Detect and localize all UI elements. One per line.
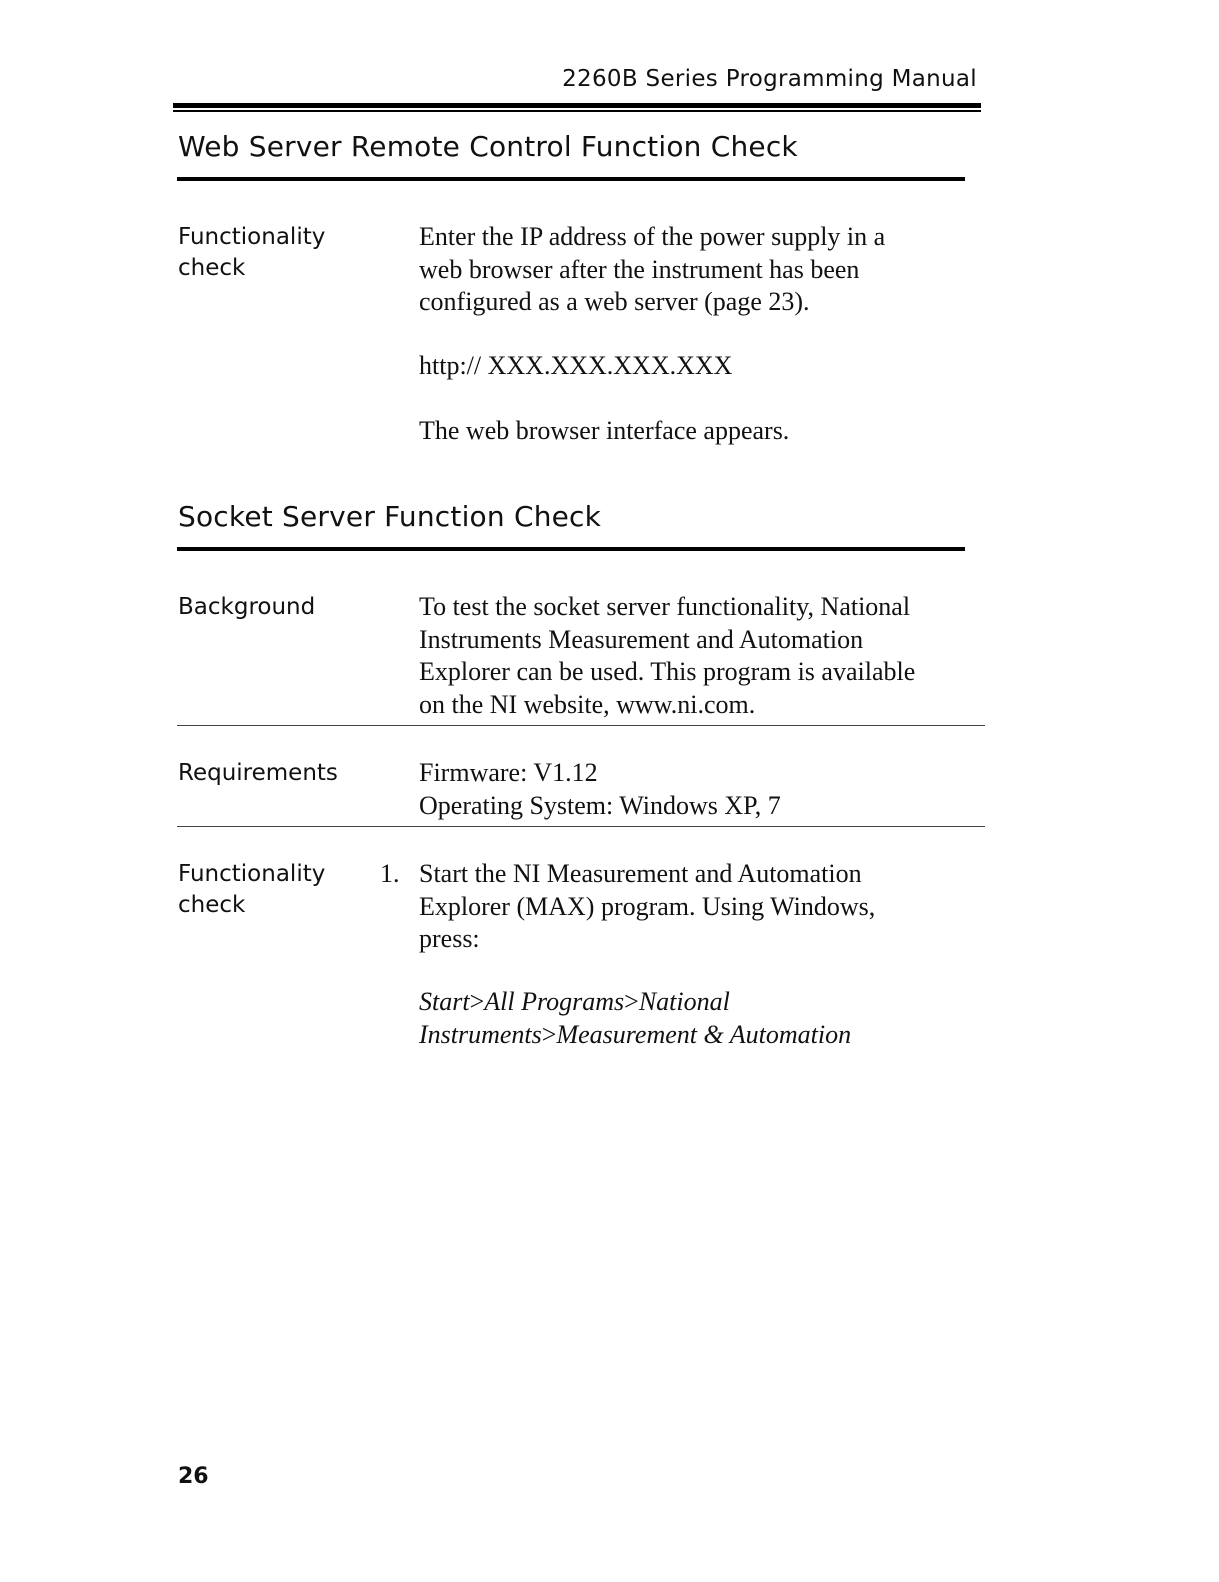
web-functionality-label [178,222,368,284]
background-line2: Instruments Measurement and Automation [419,624,864,654]
page-number: 26 [178,1464,209,1489]
os-text: Operating System: Windows XP, 7 [419,790,781,820]
web-section-rule [177,177,965,181]
path-national: National [638,987,730,1016]
menu-path [419,986,989,1051]
path-separator: > [469,987,485,1016]
menu-path-line2 [419,1019,989,1052]
path-start: Start [419,987,470,1016]
step1-line1: Start the NI Measurement and Automation [419,859,862,888]
socket-functionality-label-line1: Functionality [178,861,326,887]
step1-line3: press: [419,924,480,953]
path-separator: > [624,987,639,1016]
web-url: http:// XXX.XXX.XXX.XXX [419,351,733,380]
row-divider [177,725,985,726]
web-text-line3: configured as a web server (page 23). [419,287,810,316]
socket-functionality-label-line2: check [178,892,246,918]
background-line1: To test the socket server functionality, National [419,592,911,621]
path-measurement: Measurement & Automation [556,1019,852,1049]
header-rule-thin [173,110,981,112]
requirements-label: Requirements [178,760,338,786]
socket-functionality-label [178,859,368,921]
row-divider [177,826,985,827]
background-line4: on the NI website, www.ni.com. [419,689,756,719]
running-header: 2260B Series Programming Manual [562,66,977,92]
web-text-line2: web browser after the instrument has been [419,254,860,284]
path-separator: > [541,1019,557,1049]
web-functionality-label-line2: check [178,255,246,281]
web-section-title: Web Server Remote Control Function Check [178,130,798,163]
firmware-text: Firmware: V1.12 [419,758,598,787]
socket-section-rule [177,547,965,551]
web-functionality-text [419,221,989,319]
web-result: The web browser interface appears. [419,416,790,445]
web-text-line1: Enter the IP address of the power supply in a [419,222,886,251]
socket-section-title: Socket Server Function Check [178,500,602,533]
step1-line2: Explorer (MAX) program. Using Windows, [419,891,876,921]
background-line3: Explorer can be used. This program is available [419,657,916,686]
path-instruments: Instruments [419,1019,542,1049]
header-rule [173,103,981,108]
menu-path-line1 [419,986,989,1019]
background-label: Background [178,594,316,620]
step1-text [419,858,989,956]
background-text [419,591,989,721]
web-functionality-label-line1: Functionality [178,224,326,250]
requirements-text [419,757,989,822]
path-all-programs: All Programs [484,987,625,1016]
step-number: 1. [380,859,400,888]
